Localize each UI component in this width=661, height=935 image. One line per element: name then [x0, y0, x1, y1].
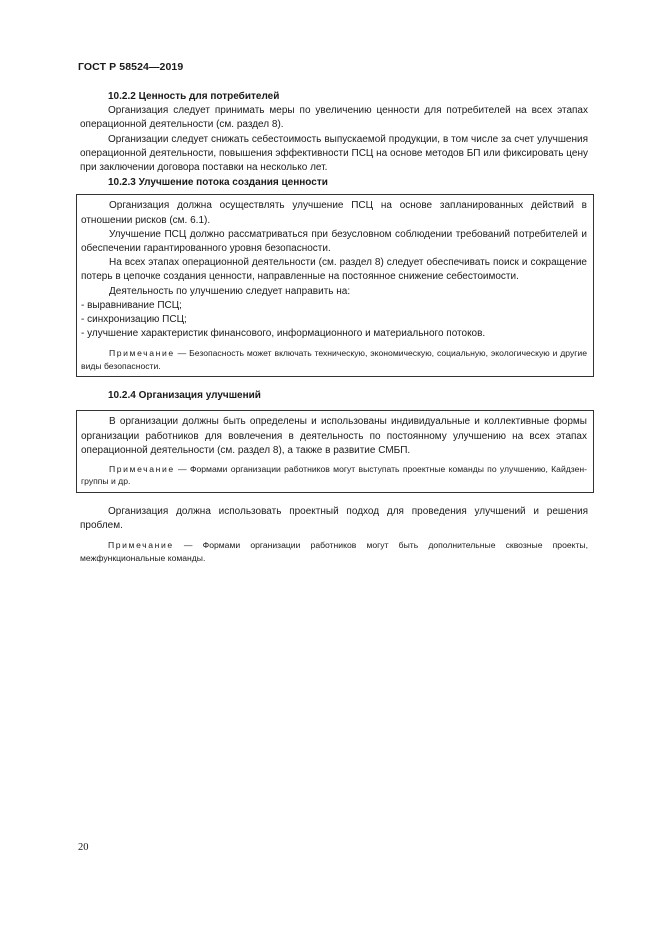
note [81, 347, 587, 372]
page-number: 20 [78, 842, 89, 853]
paragraph: Организации следует снижать себестоимость выпускаемой продукции, в том числе за счет улучшения операционной деятельности, повышения эффективности ПСЦ на основе методов БП или фиксировать цену при заключении договора поставки на несколько лет. [80, 133, 588, 174]
note-label: Примечание [108, 540, 174, 551]
note [81, 463, 587, 488]
document-header: ГОСТ Р 58524—2019 [78, 61, 184, 73]
note-text: — Безопасность может включать техническую, экономическую, социальную, экологическую и другие виды безопасности. [81, 348, 587, 371]
framed-requirement-box [76, 410, 594, 492]
note-label: Примечание [109, 464, 175, 475]
list-item: - синхронизацию ПСЦ; [81, 314, 187, 326]
paragraph: Организация следует принимать меры по увеличению ценности для потребителей на всех этапах операционной деятельности (см. раздел 8). [80, 105, 588, 131]
note [80, 539, 588, 564]
paragraph: Организация должна использовать проектный подход для проведения улучшений и решения проблем. [80, 505, 588, 532]
note-text: — Формами организации работников могут быть дополнительные сквозные проекты, межфункциональные команды. [80, 540, 588, 563]
paragraph: В организации должны быть определены и использованы индивидуальные и коллективные формы организации работников для вовлечения в деятельность по постоянному улучшению на всех этапах операционной деятельности (см. раздел 8), а также в развитие СМБП. [81, 416, 587, 456]
list-item: - улучшение характеристик финансового, информационного и материального потоков. [81, 328, 486, 340]
note-label: Примечание [109, 348, 175, 359]
section-heading-10-2-4: 10.2.4 Организация улучшений [108, 390, 261, 402]
section-heading-10-2-3: 10.2.3 Улучшение потока создания ценности [108, 177, 328, 189]
paragraph: На всех этапах операционной деятельности (см. раздел 8) следует обеспечивать поиск и сокращение потерь в цепочке создания ценности, направленные на постоянное снижение себестоимости. [81, 257, 587, 283]
paragraph: Организация должна осуществлять улучшение ПСЦ на основе запланированных действий в отношении рисков (см. 6.1). [81, 200, 587, 226]
list-item: - выравнивание ПСЦ; [81, 299, 182, 311]
paragraph: Деятельность по улучшению следует направить на: [109, 285, 351, 297]
paragraph: Улучшение ПСЦ должно рассматриваться при безусловном соблюдении требований потребителей и обеспечении гарантированного уровня безопасности. [81, 228, 587, 255]
note-text: — Формами организации работников могут выступать проектные команды по улучшению, Кайдзен-группы и др. [81, 464, 587, 487]
page-content [80, 90, 588, 564]
section-heading-10-2-2: 10.2.2 Ценность для потребителей [108, 91, 280, 102]
framed-requirement-box [76, 194, 594, 377]
